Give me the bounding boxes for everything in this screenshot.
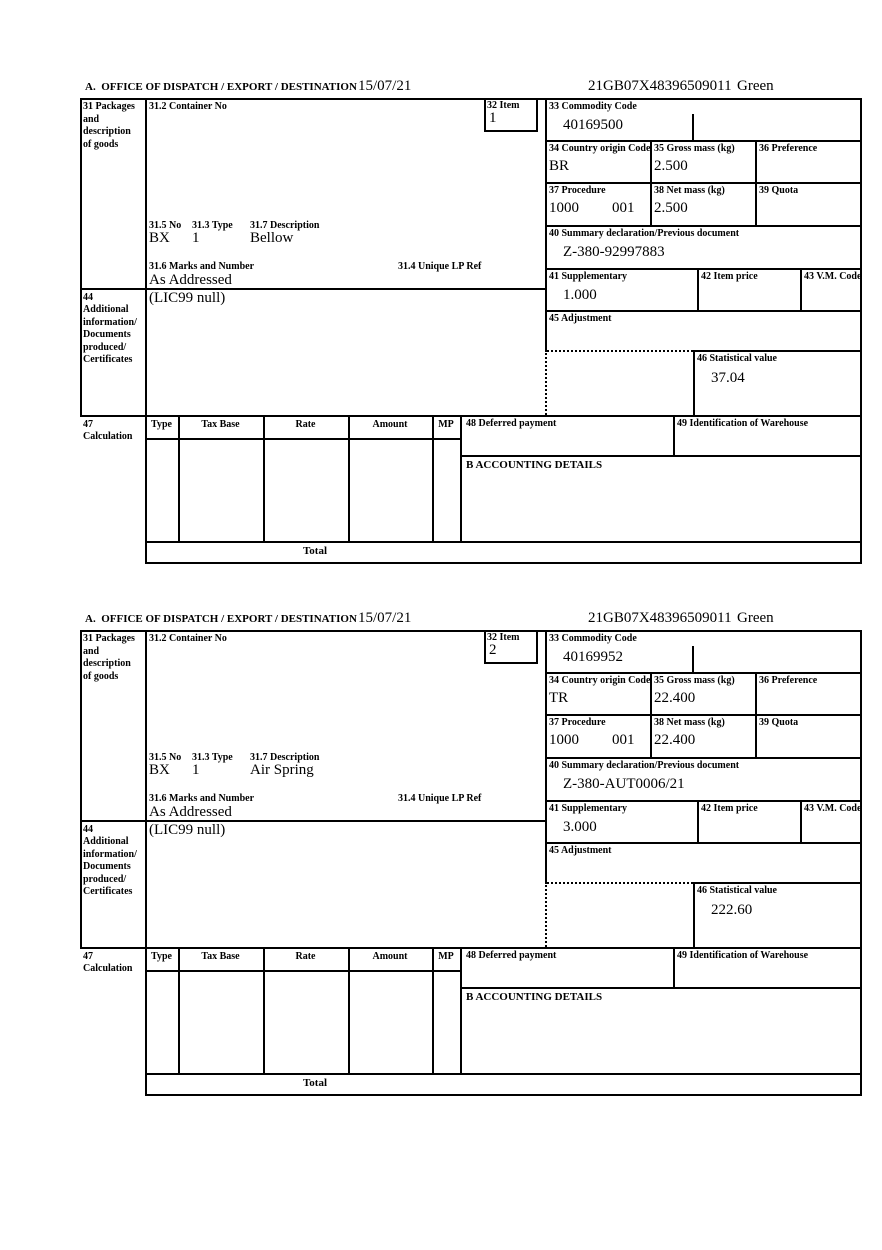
grid-line bbox=[673, 415, 675, 457]
declaration-reference: 21GB07X48396509011 bbox=[588, 610, 732, 626]
form-header bbox=[80, 610, 862, 628]
box44-number: 44 bbox=[83, 292, 93, 303]
box47-number: 47 bbox=[83, 951, 93, 962]
box32-label: 32 Item bbox=[487, 100, 520, 111]
grid-line bbox=[145, 562, 862, 564]
box47-label: Calculation bbox=[83, 963, 133, 974]
grid-line bbox=[145, 1094, 862, 1096]
total-label: Total bbox=[302, 545, 328, 557]
box31-5-label: 31.5 No bbox=[149, 752, 182, 763]
country-origin-value: BR bbox=[549, 158, 570, 174]
box34-label: 34 Country origin Code bbox=[549, 143, 651, 154]
form-body bbox=[80, 630, 862, 1096]
calc-header-type: Type bbox=[151, 951, 172, 962]
grid-line bbox=[145, 541, 862, 543]
grid-line bbox=[697, 800, 699, 844]
dotted-line bbox=[547, 350, 693, 352]
calc-header-amount: Amount bbox=[372, 951, 408, 962]
box31-3-label: 31.3 Type bbox=[192, 220, 233, 231]
box31-4-label: 31.4 Unique LP Ref bbox=[398, 793, 482, 804]
box38-label: 38 Net mass (kg) bbox=[654, 185, 725, 196]
box47-label: Calculation bbox=[83, 431, 133, 442]
box31-2-label: 31.2 Container No bbox=[149, 633, 227, 644]
item-number-value: 2 bbox=[489, 642, 497, 658]
box33-label: 33 Commodity Code bbox=[549, 101, 637, 112]
previous-document-value: Z-380-AUT0006/21 bbox=[563, 776, 685, 792]
form-body bbox=[80, 98, 862, 564]
grid-line bbox=[178, 415, 180, 543]
calc-header-rate: Rate bbox=[295, 419, 316, 430]
grid-line bbox=[145, 438, 462, 440]
calc-header-mp: MP bbox=[438, 951, 454, 962]
box34-label: 34 Country origin Code bbox=[549, 675, 651, 686]
grid-line bbox=[693, 882, 695, 947]
grid-line bbox=[432, 947, 434, 1075]
procedure-value-2: 001 bbox=[612, 732, 635, 748]
box46-label: 46 Statistical value bbox=[697, 353, 777, 364]
customs-item-form-1 bbox=[80, 78, 862, 566]
box39-label: 39 Quota bbox=[759, 185, 799, 196]
grid-line bbox=[80, 947, 862, 949]
box35-label: 35 Gross mass (kg) bbox=[654, 143, 735, 154]
dotted-line bbox=[545, 350, 547, 415]
box48-label: 48 Deferred payment bbox=[466, 418, 557, 429]
routing-status: Green bbox=[737, 78, 774, 94]
box43-label: 43 V.M. Code bbox=[804, 803, 862, 814]
supplementary-value: 3.000 bbox=[563, 819, 597, 835]
calc-header-amount: Amount bbox=[372, 419, 408, 430]
box40-label: 40 Summary declaration/Previous document bbox=[549, 760, 740, 771]
grid-line bbox=[545, 182, 862, 184]
customs-item-form-2 bbox=[80, 610, 862, 1098]
box40-label: 40 Summary declaration/Previous document bbox=[549, 228, 740, 239]
net-mass-value: 22.400 bbox=[654, 732, 696, 748]
grid-line bbox=[860, 98, 862, 564]
package-desc-value: Bellow bbox=[250, 230, 294, 246]
package-no-value: BX bbox=[149, 230, 170, 246]
grid-line bbox=[545, 310, 862, 312]
box43-label: 43 V.M. Code bbox=[804, 271, 862, 282]
calc-header-type: Type bbox=[151, 419, 172, 430]
box47-number: 47 bbox=[83, 419, 93, 430]
grid-line bbox=[80, 98, 82, 417]
box45-label: 45 Adjustment bbox=[549, 313, 612, 324]
box31-7-label: 31.7 Description bbox=[250, 220, 320, 231]
box31-label: 31 Packages and description of goods bbox=[83, 101, 135, 150]
grid-line bbox=[80, 415, 862, 417]
grid-line bbox=[80, 630, 862, 632]
grid-line bbox=[460, 415, 462, 543]
gross-mass-value: 2.500 bbox=[654, 158, 688, 174]
box31-label: 31 Packages and description of goods bbox=[83, 633, 135, 682]
form-header bbox=[80, 78, 862, 96]
box42-label: 42 Item price bbox=[701, 803, 758, 814]
office-of-dispatch-label: A. OFFICE OF DISPATCH / EXPORT / DESTINATION bbox=[85, 81, 357, 93]
box36-label: 36 Preference bbox=[759, 675, 818, 686]
box44-label: Additional information/ Documents produced/ Certificates bbox=[83, 304, 137, 365]
grid-line bbox=[80, 98, 862, 100]
dotted-line bbox=[545, 882, 547, 947]
box41-label: 41 Supplementary bbox=[549, 271, 628, 282]
declaration-date: 15/07/21 bbox=[358, 78, 412, 94]
procedure-value-2: 001 bbox=[612, 200, 635, 216]
routing-status: Green bbox=[737, 610, 774, 626]
grid-line bbox=[80, 630, 82, 949]
package-type-value: 1 bbox=[192, 762, 200, 778]
calc-header-tax-base: Tax Base bbox=[201, 951, 240, 962]
supplementary-value: 1.000 bbox=[563, 287, 597, 303]
grid-line bbox=[693, 882, 862, 884]
package-no-value: BX bbox=[149, 762, 170, 778]
box48-label: 48 Deferred payment bbox=[466, 950, 557, 961]
statistical-value: 222.60 bbox=[711, 902, 753, 918]
accounting-details-label: B ACCOUNTING DETAILS bbox=[466, 459, 603, 471]
box31-4-label: 31.4 Unique LP Ref bbox=[398, 261, 482, 272]
total-label: Total bbox=[302, 1077, 328, 1089]
marks-value: As Addressed bbox=[149, 804, 232, 820]
grid-line bbox=[145, 630, 147, 1096]
grid-line bbox=[545, 672, 862, 674]
box31-7-label: 31.7 Description bbox=[250, 752, 320, 763]
grid-line bbox=[692, 114, 694, 140]
declaration-reference: 21GB07X48396509011 bbox=[588, 78, 732, 94]
additional-info-value: (LIC99 null) bbox=[149, 290, 226, 306]
additional-info-value: (LIC99 null) bbox=[149, 822, 226, 838]
box37-label: 37 Procedure bbox=[549, 185, 606, 196]
package-desc-value: Air Spring bbox=[250, 762, 314, 778]
accounting-details-label: B ACCOUNTING DETAILS bbox=[466, 991, 603, 1003]
grid-line bbox=[800, 800, 802, 844]
office-of-dispatch-label: A. OFFICE OF DISPATCH / EXPORT / DESTINATION bbox=[85, 613, 357, 625]
calc-header-rate: Rate bbox=[295, 951, 316, 962]
grid-line bbox=[460, 987, 862, 989]
grid-line bbox=[145, 98, 147, 564]
grid-line bbox=[460, 947, 462, 1075]
grid-line bbox=[693, 350, 695, 415]
grid-line bbox=[545, 225, 862, 227]
grid-line bbox=[263, 415, 265, 543]
item-number-value: 1 bbox=[489, 110, 497, 126]
declaration-date: 15/07/21 bbox=[358, 610, 412, 626]
grid-line bbox=[545, 800, 862, 802]
marks-value: As Addressed bbox=[149, 272, 232, 288]
commodity-code-value: 40169952 bbox=[563, 649, 623, 665]
calc-header-tax-base: Tax Base bbox=[201, 419, 240, 430]
grid-line bbox=[697, 268, 699, 312]
country-origin-value: TR bbox=[549, 690, 569, 706]
box41-label: 41 Supplementary bbox=[549, 803, 628, 814]
box31-2-label: 31.2 Container No bbox=[149, 101, 227, 112]
grid-line bbox=[460, 455, 862, 457]
grid-line bbox=[545, 268, 862, 270]
grid-line bbox=[432, 415, 434, 543]
net-mass-value: 2.500 bbox=[654, 200, 688, 216]
grid-line bbox=[178, 947, 180, 1075]
grid-line bbox=[860, 630, 862, 1096]
grid-line bbox=[545, 140, 862, 142]
box49-label: 49 Identification of Warehouse bbox=[677, 950, 809, 961]
grid-line bbox=[800, 268, 802, 312]
grid-line bbox=[692, 646, 694, 672]
grid-line bbox=[348, 947, 350, 1075]
grid-line bbox=[545, 842, 862, 844]
box33-label: 33 Commodity Code bbox=[549, 633, 637, 644]
grid-line bbox=[348, 415, 350, 543]
grid-line bbox=[693, 350, 862, 352]
box46-label: 46 Statistical value bbox=[697, 885, 777, 896]
previous-document-value: Z-380-92997883 bbox=[563, 244, 665, 260]
box44-label: Additional information/ Documents produced/ Certificates bbox=[83, 836, 137, 897]
box31-3-label: 31.3 Type bbox=[192, 752, 233, 763]
box49-label: 49 Identification of Warehouse bbox=[677, 418, 809, 429]
grid-line bbox=[263, 947, 265, 1075]
box36-label: 36 Preference bbox=[759, 143, 818, 154]
calc-header-mp: MP bbox=[438, 419, 454, 430]
box42-label: 42 Item price bbox=[701, 271, 758, 282]
box37-label: 37 Procedure bbox=[549, 717, 606, 728]
procedure-value-1: 1000 bbox=[549, 732, 579, 748]
box32-label: 32 Item bbox=[487, 632, 520, 643]
box38-label: 38 Net mass (kg) bbox=[654, 717, 725, 728]
box31-6-label: 31.6 Marks and Number bbox=[149, 793, 255, 804]
box35-label: 35 Gross mass (kg) bbox=[654, 675, 735, 686]
dotted-line bbox=[547, 882, 693, 884]
box31-6-label: 31.6 Marks and Number bbox=[149, 261, 255, 272]
gross-mass-value: 22.400 bbox=[654, 690, 696, 706]
grid-line bbox=[545, 757, 862, 759]
grid-line bbox=[545, 714, 862, 716]
box45-label: 45 Adjustment bbox=[549, 845, 612, 856]
grid-line bbox=[145, 970, 462, 972]
statistical-value: 37.04 bbox=[711, 370, 745, 386]
commodity-code-value: 40169500 bbox=[563, 117, 623, 133]
procedure-value-1: 1000 bbox=[549, 200, 579, 216]
grid-line bbox=[145, 1073, 862, 1075]
box31-5-label: 31.5 No bbox=[149, 220, 182, 231]
grid-line bbox=[673, 947, 675, 989]
box44-number: 44 bbox=[83, 824, 93, 835]
box39-label: 39 Quota bbox=[759, 717, 799, 728]
package-type-value: 1 bbox=[192, 230, 200, 246]
